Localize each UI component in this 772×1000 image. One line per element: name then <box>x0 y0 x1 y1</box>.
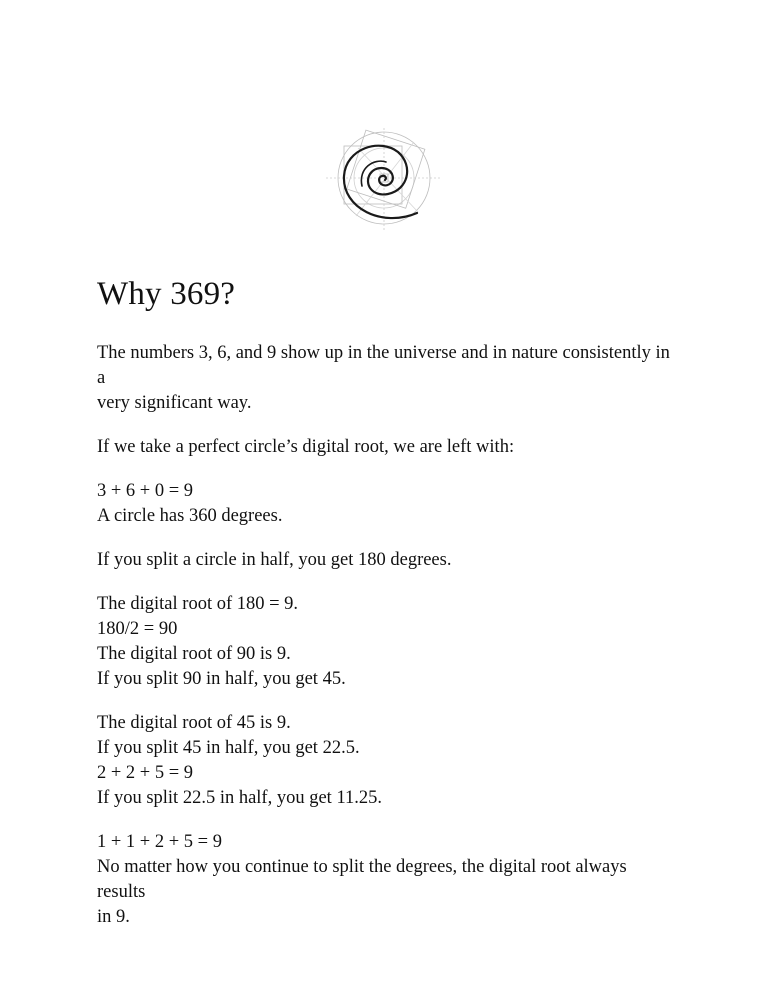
text-line: If you split 45 in half, you get 22.5. <box>97 738 360 758</box>
text-line: 180/2 = 90 <box>97 619 178 639</box>
text-line: The numbers 3, 6, and 9 show up in the universe and in nature consistently in a <box>97 343 670 388</box>
paragraph <box>97 711 677 811</box>
paragraph <box>97 341 677 416</box>
paragraph <box>97 479 677 529</box>
text-line: No matter how you continue to split the degrees, the digital root always results <box>97 857 627 902</box>
paragraph <box>97 830 677 930</box>
body-text <box>97 341 677 949</box>
page-title: Why 369? <box>97 276 236 312</box>
text-line: If we take a perfect circle’s digital root, we are left with: <box>97 437 515 457</box>
text-line: 2 + 2 + 5 = 9 <box>97 763 194 783</box>
text-line: If you split a circle in half, you get 180 degrees. <box>97 550 452 570</box>
text-line: 3 + 6 + 0 = 9 <box>97 481 194 501</box>
text-line: The digital root of 180 = 9. <box>97 594 299 614</box>
text-line: very significant way. <box>97 393 252 413</box>
text-line: If you split 22.5 in half, you get 11.25. <box>97 788 383 808</box>
text-line: The digital root of 45 is 9. <box>97 713 291 733</box>
text-line: The digital root of 90 is 9. <box>97 644 291 664</box>
paragraph <box>97 548 677 573</box>
text-line: A circle has 360 degrees. <box>97 506 283 526</box>
paragraph <box>97 592 677 692</box>
paragraph <box>97 435 677 460</box>
text-line: 1 + 1 + 2 + 5 = 9 <box>97 832 222 852</box>
text-line: in 9. <box>97 907 130 927</box>
golden-spiral-icon <box>322 128 448 238</box>
text-line: If you split 90 in half, you get 45. <box>97 669 346 689</box>
